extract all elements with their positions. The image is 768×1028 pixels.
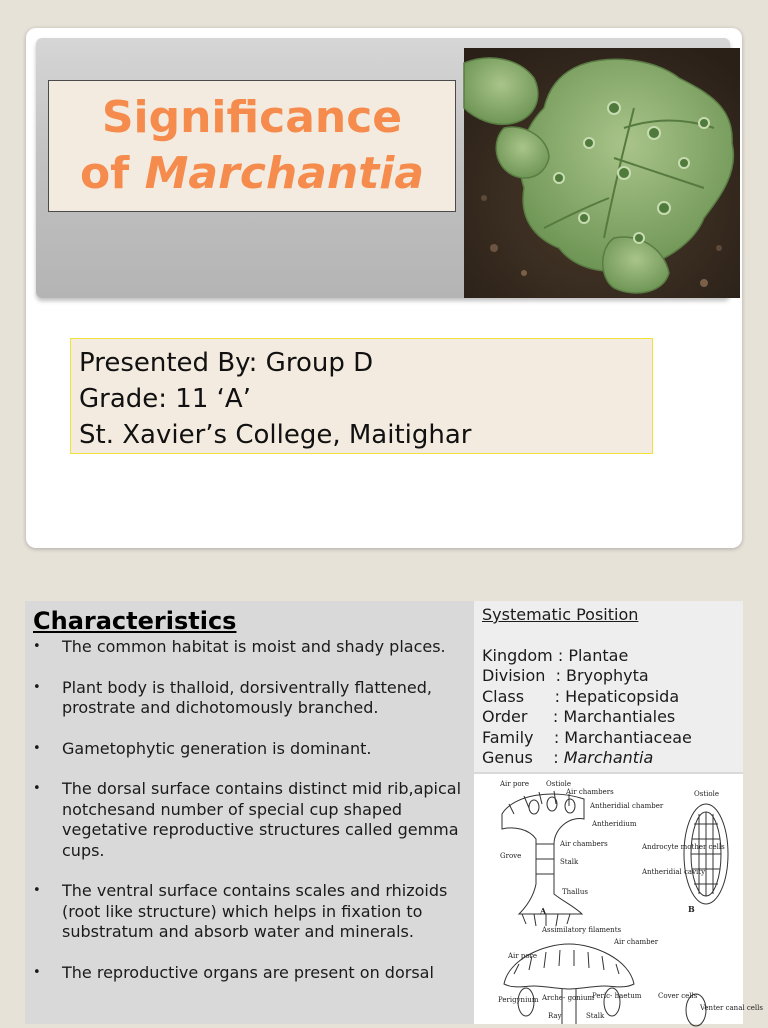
title-prefix: of bbox=[79, 148, 145, 199]
label-venter-canal: Venter canal cells bbox=[700, 1004, 763, 1012]
list-item bbox=[25, 963, 471, 984]
list-item bbox=[25, 881, 471, 943]
label-stalk-2: Stalk bbox=[586, 1012, 605, 1020]
taxonomy-row-genus bbox=[482, 748, 735, 769]
bullet-text: Gametophytic generation is dominant. bbox=[62, 738, 372, 758]
bullet-icon: • bbox=[33, 679, 41, 695]
bullet-text: The dorsal surface contains distinct mid rib,apical notchesand number of special cup shaped vegetative reproductive structures called gemma cups. bbox=[62, 779, 462, 860]
bullet-icon: • bbox=[33, 740, 41, 756]
label-antheridial-chamber: Antheridial chamber bbox=[590, 802, 664, 810]
marchantia-photo bbox=[464, 48, 740, 298]
label-air-chamber: Air chamber bbox=[614, 938, 659, 946]
characteristics-list bbox=[25, 637, 471, 1003]
label-figure-b: B bbox=[688, 904, 695, 914]
label-grove: Grove bbox=[500, 852, 522, 860]
presenter-grade: Grade: 11 ‘A’ bbox=[79, 384, 251, 414]
bullet-icon: • bbox=[33, 639, 41, 654]
bullet-icon: • bbox=[33, 781, 41, 796]
bullet-text: The reproductive organs are present on dorsal bbox=[62, 962, 434, 982]
genus-prefix: Genus : bbox=[482, 748, 564, 767]
label-perichaetum: Peric- haetum bbox=[592, 992, 642, 1000]
systematic-heading: Systematic Position bbox=[482, 605, 639, 624]
label-air-pore-2: Air pore bbox=[508, 952, 538, 960]
bullet-text: The ventral surface contains scales and rhizoids (root like structure) which helps in fixation to substratum and absorb water and minerals. bbox=[62, 881, 448, 941]
label-air-chambers-2: Air chambers bbox=[560, 840, 608, 848]
taxonomy-row: Class : Hepaticopsida bbox=[482, 686, 680, 706]
slide-title bbox=[48, 80, 456, 212]
characteristics-heading: Characteristics bbox=[33, 607, 237, 635]
characteristics-slide bbox=[25, 601, 763, 1024]
taxonomy-row: Family : Marchantiaceae bbox=[482, 727, 692, 747]
title-italic: Marchantia bbox=[144, 148, 425, 199]
label-archegonium: Arche- gonium bbox=[542, 994, 595, 1002]
title-line-1: Significance bbox=[101, 92, 403, 143]
label-air-pore: Air pore bbox=[500, 780, 530, 788]
label-stalk: Stalk bbox=[560, 858, 579, 866]
genus-italic: Marchantia bbox=[563, 748, 654, 767]
label-ostiole-b: Ostiole bbox=[694, 790, 719, 798]
label-perigynium: Perigynium bbox=[498, 996, 539, 1004]
title-slide bbox=[26, 28, 742, 548]
label-thallus: Thallus bbox=[562, 888, 588, 896]
label-air-chambers: Air chambers bbox=[566, 788, 614, 796]
taxonomy-row: Division : Bryophyta bbox=[482, 666, 649, 685]
label-antheridium: Antheridium bbox=[592, 820, 637, 828]
bullet-text: The common habitat is moist and shady places. bbox=[62, 637, 446, 656]
title-line-2 bbox=[80, 146, 424, 202]
presenter-info-box bbox=[70, 338, 653, 454]
label-antheridial-cavity: Antheridial cavity bbox=[642, 868, 706, 876]
label-assimilatory: Assimilatory filaments bbox=[542, 926, 622, 934]
bullet-icon: • bbox=[33, 964, 41, 980]
label-ray: Ray bbox=[548, 1012, 562, 1020]
label-cover-cells: Cover cells bbox=[658, 992, 698, 1000]
label-figure-a: A bbox=[540, 906, 547, 916]
systematic-position-box bbox=[474, 601, 743, 772]
antheridiophore-diagram bbox=[474, 774, 763, 1024]
presenter-group: Presented By: Group D bbox=[79, 348, 374, 378]
title-banner bbox=[36, 38, 730, 298]
list-item bbox=[25, 637, 471, 658]
list-item bbox=[25, 678, 471, 719]
taxonomy-row: Order : Marchantiales bbox=[482, 707, 676, 726]
taxonomy-row: Kingdom : Plantae bbox=[482, 645, 629, 665]
bullet-icon: • bbox=[33, 883, 41, 898]
list-item bbox=[25, 739, 471, 760]
label-androcyte: Androcyte mother cells bbox=[642, 843, 725, 851]
presenter-college: St. Xavier’s College, Maitighar bbox=[79, 420, 472, 450]
label-ostiole: Ostiole bbox=[546, 780, 571, 788]
list-item bbox=[25, 779, 471, 861]
bullet-text: Plant body is thalloid, dorsiventrally flattened, prostrate and dichotomously branched. bbox=[62, 677, 432, 717]
characteristics-column bbox=[25, 601, 471, 1024]
